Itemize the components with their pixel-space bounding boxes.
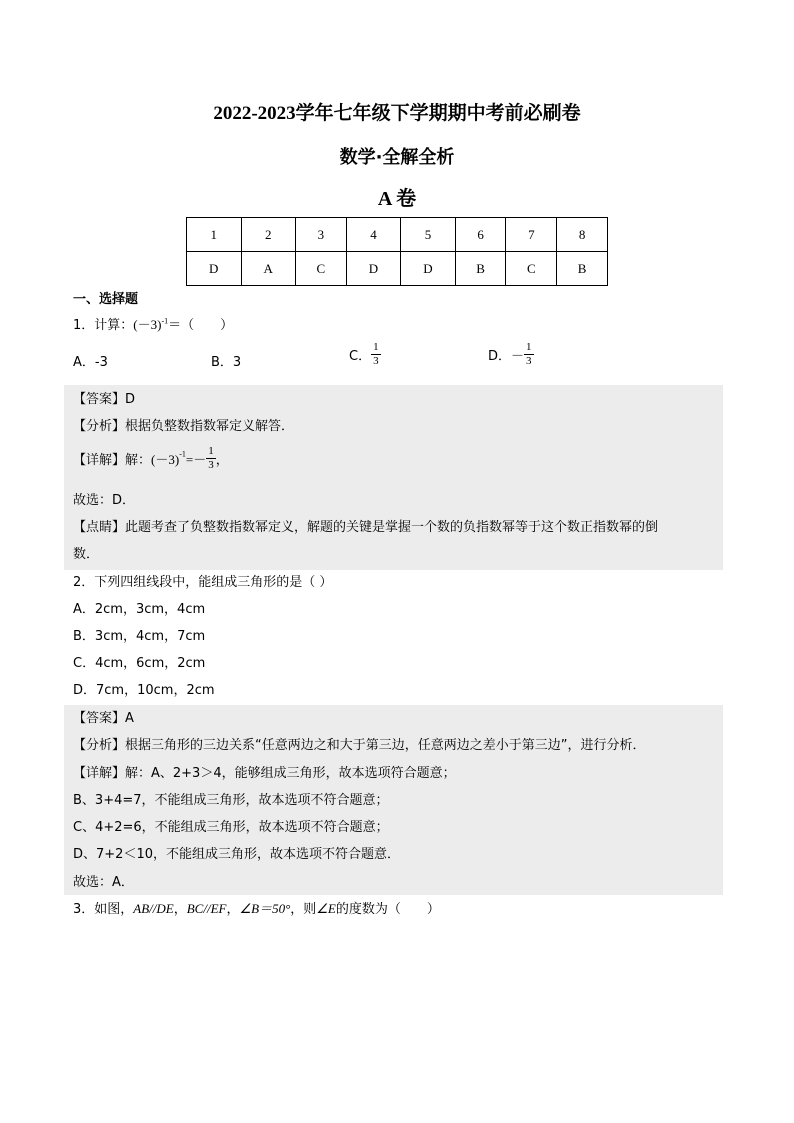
table-cell: D — [346, 252, 401, 286]
q3-suffix: 的度数为（ ） — [335, 902, 440, 917]
q3-math-bc-ef: BC//EF — [186, 901, 227, 916]
q1-analysis: 【分析】根据负整数指数幂定义解答． — [73, 419, 295, 434]
fraction-numerator: 1 — [526, 341, 532, 353]
q1-option-d — [488, 341, 534, 368]
q1-comment: 【点睛】此题考查了负整数指数幂定义，解题的关键是掌握一个数的负指数幂等于这个数正指数幂的倒 — [73, 520, 659, 535]
q1-choose: 故选：D． — [73, 493, 136, 508]
q2-detail-c: C、4+2=6，不能组成三角形，故本选项不符合题意； — [73, 820, 389, 835]
document-title: 2022-2023学年七年级下学期期中考前必刷卷 — [213, 103, 581, 124]
q1-detail-prefix: 【详解】解： — [73, 453, 152, 468]
fraction-denominator: 3 — [208, 459, 214, 471]
q3-sep: ， — [173, 902, 187, 917]
q1-detail-expr: (－3) — [151, 452, 180, 467]
q1-answer: 【答案】D — [73, 392, 136, 407]
fraction — [524, 341, 534, 368]
table-cell: D — [401, 252, 456, 286]
q1-solution-block — [64, 385, 723, 570]
table-cell: B — [455, 252, 506, 286]
q1-option-c — [349, 341, 381, 368]
q2-option-b: B．3cm，4cm，7cm — [73, 629, 206, 644]
q3-sep: ， — [226, 902, 240, 917]
answer-table — [186, 217, 608, 286]
table-cell: 3 — [296, 218, 347, 252]
question-2-stem: 2．下列四组线段中，能组成三角形的是（ ） — [73, 575, 333, 590]
q1-detail-exp: -1 — [179, 449, 186, 459]
q2-choose: 故选：A． — [73, 875, 134, 890]
table-cell: D — [187, 252, 242, 286]
q1-detail-suffix: ， — [215, 453, 229, 468]
q1-prefix: 1．计算： — [73, 318, 134, 333]
fraction — [206, 445, 216, 472]
q3-math-ab-de: AB//DE — [133, 901, 174, 916]
q3-math-angle-b: ∠B＝50° — [239, 901, 291, 916]
question-3-stem — [73, 898, 440, 917]
table-cell: A — [241, 252, 296, 286]
q1-option-d-label: D． — [488, 349, 512, 364]
q1-suffix: ＝（ ） — [168, 318, 234, 333]
q2-answer: 【答案】A — [73, 711, 134, 726]
q1-comment-cont: 数． — [73, 547, 100, 562]
q1-option-c-label: C． — [349, 349, 372, 364]
table-cell: 7 — [506, 218, 557, 252]
table-cell: 6 — [455, 218, 506, 252]
paper-label: A 卷 — [377, 188, 417, 210]
q1-expr: (－3) — [133, 317, 162, 332]
q1-option-b: B．3 — [211, 355, 242, 370]
fraction-denominator: 3 — [526, 355, 532, 367]
table-cell: C — [296, 252, 347, 286]
document-subtitle: 数学·全解全析 — [339, 147, 455, 168]
section-heading: 一、选择题 — [73, 292, 139, 307]
table-cell: 1 — [187, 218, 242, 252]
table-cell: C — [506, 252, 557, 286]
table-cell: 4 — [346, 218, 401, 252]
q3-prefix: 3．如图， — [73, 902, 134, 917]
q1-detail — [73, 445, 229, 472]
fraction-denominator: 3 — [373, 355, 379, 367]
negative-sign: － — [511, 349, 525, 364]
q2-analysis: 【分析】根据三角形的三边关系“任意两边之和大于第三边，任意两边之差小于第三边”，进行分析． — [73, 738, 646, 753]
q1-option-a: A．-3 — [73, 355, 108, 370]
answer-table-answer-row — [187, 252, 608, 286]
fraction-numerator: 1 — [208, 445, 214, 457]
q2-option-c: C．4cm，6cm，2cm — [73, 656, 206, 671]
table-cell: B — [557, 252, 608, 286]
q2-detail: 【详解】解：A、2+3＞4，能够组成三角形，故本选项符合题意； — [73, 766, 456, 781]
q2-detail-d: D、7+2＜10，不能组成三角形，故本选项不符合题意． — [73, 847, 400, 862]
fraction — [371, 341, 381, 368]
question-1-stem — [73, 314, 233, 333]
q3-sep: ，则 — [290, 902, 317, 917]
table-cell: 2 — [241, 218, 296, 252]
table-cell: 5 — [401, 218, 456, 252]
q2-option-a: A．2cm，3cm，4cm — [73, 602, 206, 617]
table-cell: 8 — [557, 218, 608, 252]
q2-option-d: D．7cm，10cm，2cm — [73, 683, 215, 698]
fraction-numerator: 1 — [373, 341, 379, 353]
q3-math-angle-e: ∠E — [316, 901, 336, 916]
q2-detail-b: B、3+4=7，不能组成三角形，故本选项不符合题意； — [73, 793, 389, 808]
answer-table-number-row — [187, 218, 608, 252]
q1-exp: -1 — [161, 316, 169, 326]
q1-detail-eq: =－ — [185, 452, 207, 467]
